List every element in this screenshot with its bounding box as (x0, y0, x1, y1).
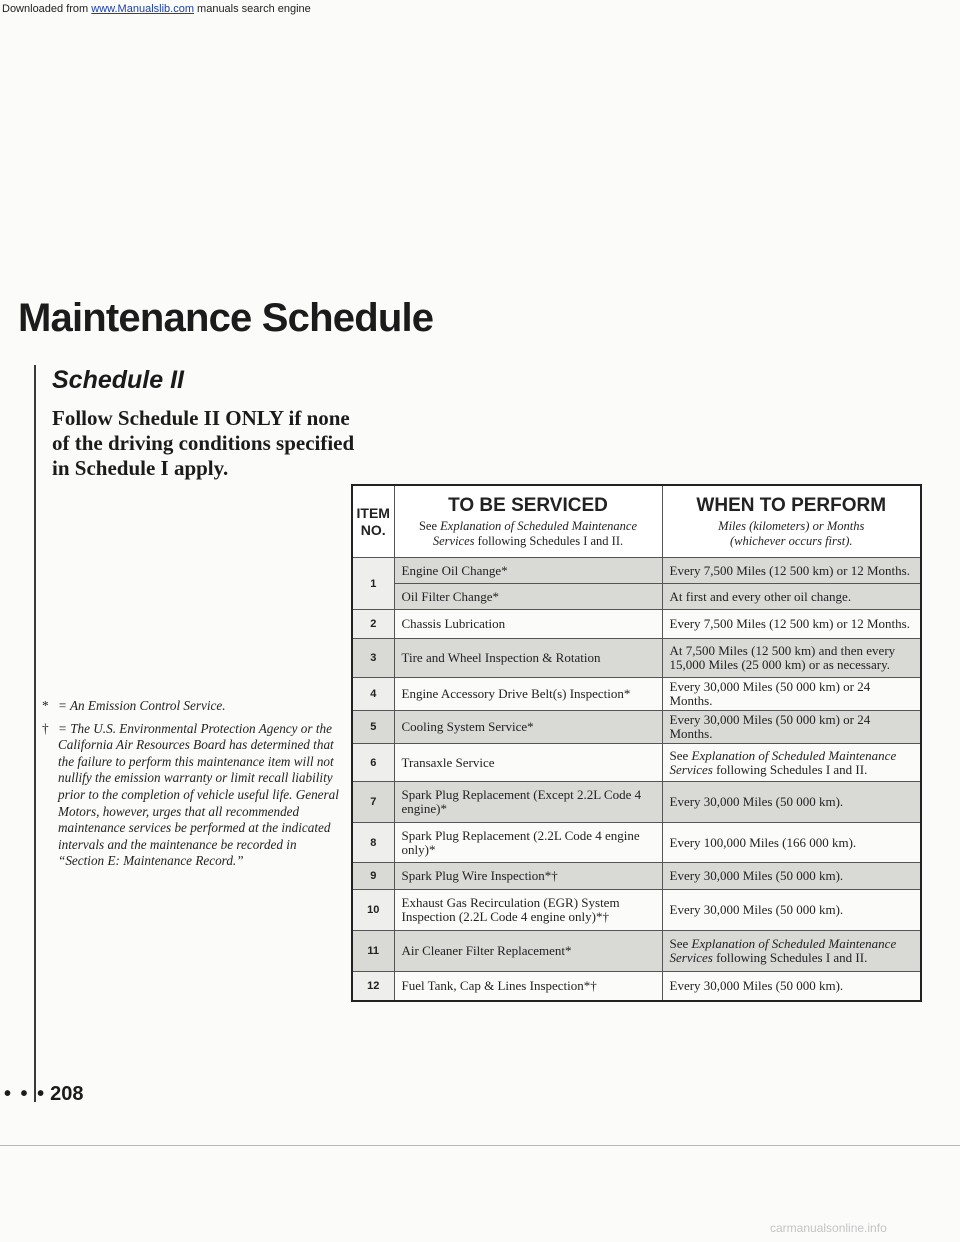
table-row (352, 744, 921, 782)
service-sub-post: following Schedules I and II. (474, 533, 624, 548)
when-sub-line1: Miles (kilometers) or Months (718, 518, 865, 533)
table-row (352, 610, 921, 639)
service-sub-italic: Explanation of Scheduled Maintenance Services (432, 518, 637, 548)
service-cell: Fuel Tank, Cap & Lines Inspection*† (394, 972, 662, 1002)
table-row (352, 890, 921, 931)
item-number: 1 (352, 558, 394, 610)
when-header-sub (669, 519, 915, 549)
table-row (352, 931, 921, 972)
interval-italic: Explanation of Scheduled Maintenance Services (669, 747, 897, 777)
item-number: 11 (352, 931, 394, 972)
item-number-header (352, 485, 394, 558)
watermark: carmanualsonline.info (770, 1221, 887, 1235)
service-header-sub (401, 519, 656, 549)
table-header-row (352, 485, 921, 558)
service-cell: Chassis Lubrication (394, 610, 662, 639)
interval-cell: Every 30,000 Miles (50 000 km). (662, 782, 921, 823)
interval-pre: See (669, 747, 692, 763)
left-margin-rule (34, 365, 36, 1102)
table-row (352, 972, 921, 1002)
item-number: 5 (352, 711, 394, 744)
service-cell: Exhaust Gas Recirculation (EGR) System Inspection (2.2L Code 4 engine only)*† (394, 890, 662, 931)
service-cell: Oil Filter Change* (394, 584, 662, 610)
when-to-perform-header (662, 485, 921, 558)
section-title: Schedule II (52, 366, 184, 394)
page-number-value: 208 (50, 1083, 84, 1105)
item-number: 12 (352, 972, 394, 1002)
interval-cell: Every 30,000 Miles (50 000 km). (662, 972, 921, 1002)
page-title: Maintenance Schedule (18, 296, 434, 340)
table-row (352, 711, 921, 744)
service-cell: Cooling System Service* (394, 711, 662, 744)
page-number (4, 1083, 84, 1106)
table-row (352, 584, 921, 610)
when-sub-line2: (whichever occurs first). (729, 533, 853, 548)
interval-post: following Schedules I and II. (712, 950, 868, 965)
footnote-text: = The U.S. Environmental Protection Agency or the California Air Resources Board has determined that the failure to perform this maintenance item will not nullify the emission warranty or limit recall liability prior to the completion of vehicle useful life. General Motors, however, urges that all recommended maintenance services be performed at the indicated intervals and the maintenance be recorded in “Section E: Maintenance Record.” (58, 720, 339, 869)
to-be-serviced-header (394, 485, 662, 558)
service-cell: Engine Oil Change* (394, 558, 662, 584)
download-banner (0, 0, 960, 20)
schedule-intro: Follow Schedule II ONLY if none of the driving conditions specified in Schedule I apply. (52, 406, 355, 480)
interval-cell: At 7,500 Miles (12 500 km) and then every 15,000 Miles (25 000 km) or as necessary. (662, 639, 921, 678)
bottom-divider (0, 1145, 960, 1146)
banner-prefix: Downloaded from (2, 3, 92, 15)
when-header-title: WHEN TO PERFORM (696, 494, 887, 516)
service-cell: Spark Plug Replacement (Except 2.2L Code 4 engine)* (394, 782, 662, 823)
item-number: 2 (352, 610, 394, 639)
item-number: 7 (352, 782, 394, 823)
interval-italic: Explanation of Scheduled Maintenance Services (669, 936, 897, 965)
footnote-symbol: † (42, 720, 49, 736)
service-cell: Air Cleaner Filter Replacement* (394, 931, 662, 972)
footnote-text: = An Emission Control Service. (58, 698, 226, 713)
footnote-symbol: * (42, 698, 49, 713)
table-row (352, 678, 921, 711)
interval-cell: Every 7,500 Miles (12 500 km) or 12 Months. (662, 610, 921, 639)
table-row (352, 639, 921, 678)
service-cell: Engine Accessory Drive Belt(s) Inspection* (394, 678, 662, 711)
interval-post: following Schedules I and II. (712, 761, 868, 777)
interval-cell: Every 30,000 Miles (50 000 km) or 24 Months. (662, 678, 921, 711)
table-row (352, 558, 921, 584)
service-cell: Tire and Wheel Inspection & Rotation (394, 639, 662, 678)
item-number: 6 (352, 744, 394, 782)
interval-cell: At first and every other oil change. (662, 584, 921, 610)
item-number: 10 (352, 890, 394, 931)
banner-suffix: manuals search engine (193, 3, 311, 15)
interval-cell (662, 931, 921, 972)
item-header-line1: ITEM (356, 504, 390, 521)
manualslib-link[interactable]: www.Manualslib.com (91, 3, 194, 15)
service-cell: Spark Plug Wire Inspection*† (394, 863, 662, 890)
item-header-line2: NO. (360, 521, 386, 538)
service-header-title: TO BE SERVICED (448, 494, 608, 516)
maintenance-table (351, 484, 922, 1002)
service-cell: Transaxle Service (394, 744, 662, 782)
item-number: 3 (352, 639, 394, 678)
interval-cell: Every 100,000 Miles (166 000 km). (662, 823, 921, 863)
item-number: 9 (352, 863, 394, 890)
interval-pre: See (669, 936, 692, 951)
item-number: 4 (352, 678, 394, 711)
interval-cell: Every 30,000 Miles (50 000 km). (662, 863, 921, 890)
footnote-epa (42, 721, 342, 870)
footnote-emission (42, 698, 342, 715)
service-cell: Spark Plug Replacement (2.2L Code 4 engine only)* (394, 823, 662, 863)
item-number: 8 (352, 823, 394, 863)
table-row (352, 823, 921, 863)
page-dots: • • • (4, 1083, 47, 1105)
service-sub-pre: See (418, 518, 441, 533)
interval-cell (662, 744, 921, 782)
table-row (352, 863, 921, 890)
interval-cell: Every 30,000 Miles (50 000 km). (662, 890, 921, 931)
interval-cell: Every 7,500 Miles (12 500 km) or 12 Months. (662, 558, 921, 584)
table-row (352, 782, 921, 823)
interval-cell: Every 30,000 Miles (50 000 km) or 24 Months. (662, 711, 921, 744)
footnotes (42, 698, 342, 876)
